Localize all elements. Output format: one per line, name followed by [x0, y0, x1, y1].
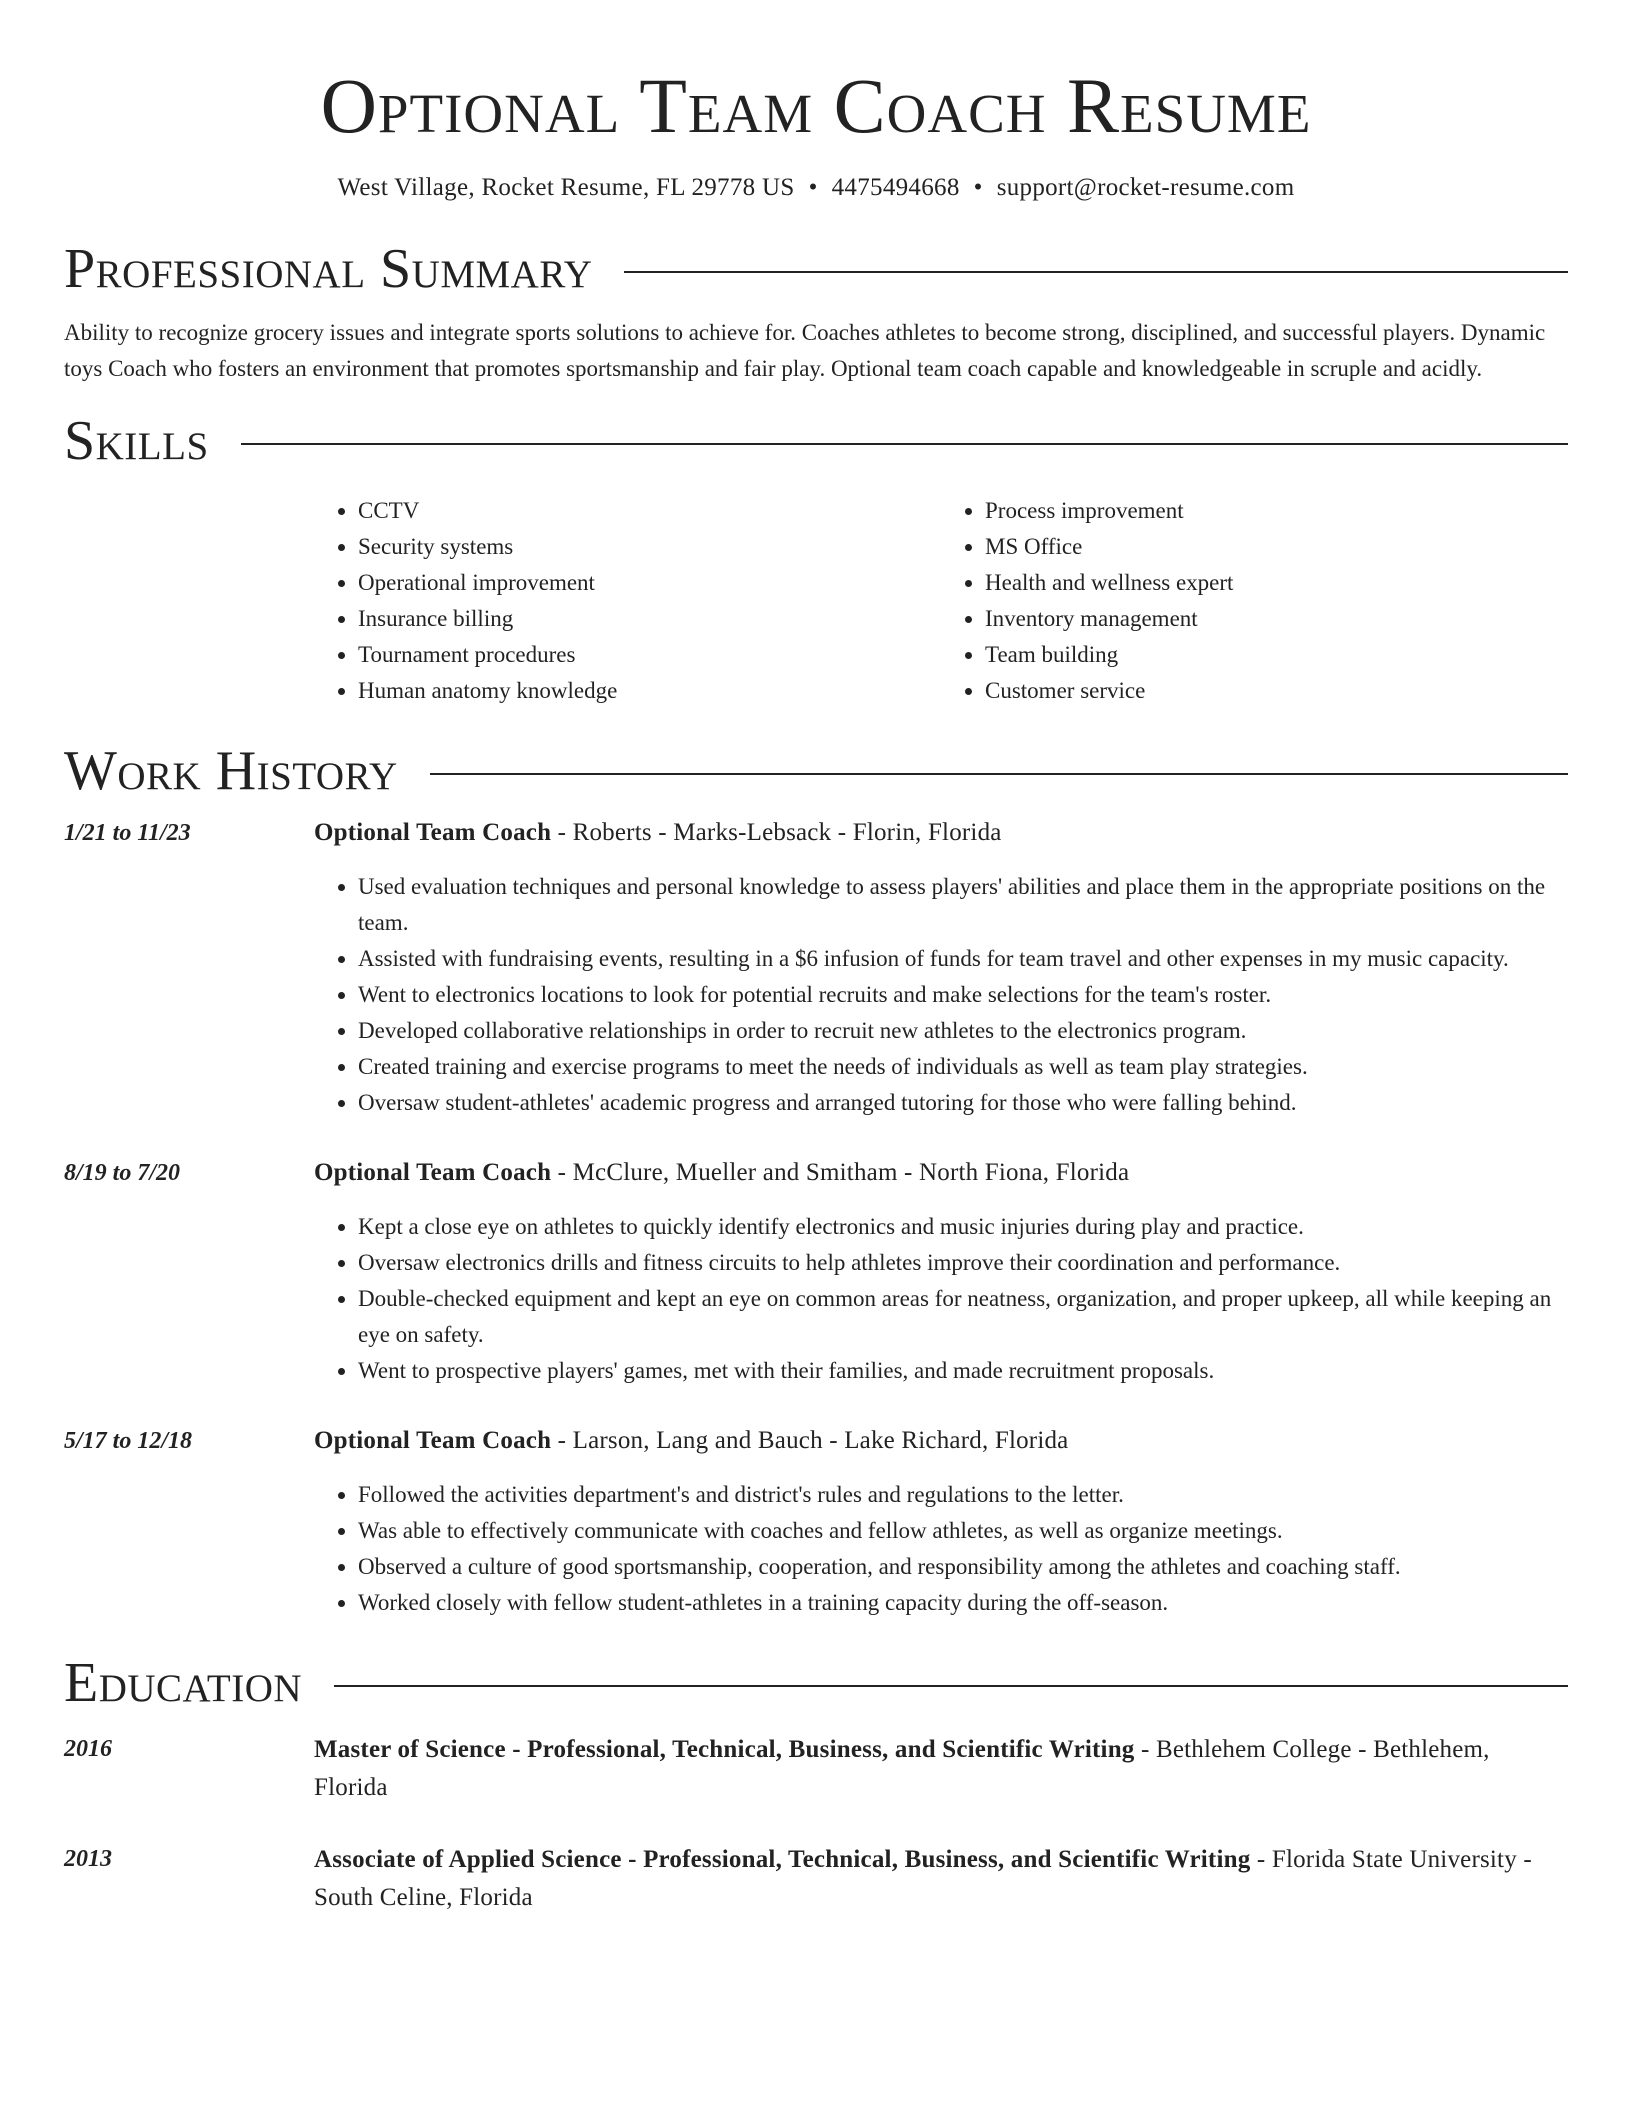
job-bullets: [314, 1209, 1568, 1389]
job-bullet: • Double-checked equipment and kept an eye on common areas for neatness, organization, and proper upkeep, all while keeping an eye on safety.: [358, 1281, 1568, 1353]
job-bullet: • Worked closely with fellow student-athletes in a training capacity during the off-season.: [358, 1585, 1568, 1621]
skill-item: • MS Office: [985, 529, 1568, 565]
job-title-line: [314, 815, 1568, 851]
job-body: [314, 815, 1568, 1121]
education-details: [314, 1731, 1568, 1807]
resume-title: Optional Team Coach Resume: [320, 62, 1312, 149]
job-bullet: • Went to prospective players' games, met with their families, and made recruitment proposals.: [358, 1353, 1568, 1389]
education-details: [314, 1841, 1568, 1917]
section-divider: [430, 773, 1568, 775]
job-entry: [64, 1155, 1568, 1389]
section-divider: [334, 1685, 1568, 1687]
job-body: [314, 1155, 1568, 1389]
education-section-header: [64, 1651, 1568, 1715]
job-employer: - Roberts - Marks-Lebsack - Florin, Florida: [551, 819, 1002, 846]
skills-column-right: [941, 493, 1568, 709]
job-bullet: • Kept a close eye on athletes to quickly identify electronics and music injuries during play and practice.: [358, 1209, 1568, 1245]
job-title-line: [314, 1155, 1568, 1191]
skill-item: • Team building: [985, 637, 1568, 673]
job-bullet: • Developed collaborative relationships in order to recruit new athletes to the electronics program.: [358, 1013, 1568, 1049]
job-dates: 5/17 to 12/18: [64, 1428, 193, 1454]
education-school: - Bethlehem College - Bethlehem, Florida: [314, 1736, 1490, 1801]
job-entry: [64, 1423, 1568, 1621]
skill-item: • Customer service: [985, 673, 1568, 709]
work-section-header: [64, 739, 1568, 803]
contact-separator: •: [808, 174, 818, 201]
contact-address: West Village, Rocket Resume, FL 29778 US: [337, 174, 795, 201]
education-entry: [64, 1731, 1568, 1807]
section-divider: [241, 443, 1568, 445]
job-dates: 1/21 to 11/23: [64, 820, 191, 846]
contact-email: support@rocket-resume.com: [996, 174, 1295, 201]
contact-line: [64, 172, 1568, 204]
job-dates: 8/19 to 7/20: [64, 1160, 181, 1186]
job-bullet: • Oversaw electronics drills and fitness circuits to help athletes improve their coordination and performance.: [358, 1245, 1568, 1281]
education-entry: [64, 1841, 1568, 1917]
skills-list: [314, 493, 1568, 709]
skill-item: • Human anatomy knowledge: [358, 673, 941, 709]
skill-item: • Operational improvement: [358, 565, 941, 601]
work-heading: Work History: [64, 740, 398, 802]
summary-section-header: [64, 237, 1568, 301]
job-body: [314, 1423, 1568, 1621]
job-bullet: • Created training and exercise programs to meet the needs of individuals as well as team play strategies.: [358, 1049, 1568, 1085]
job-bullets: [314, 1477, 1568, 1621]
education-degree: Master of Science - Professional, Technical, Business, and Scientific Writing: [314, 1736, 1135, 1763]
education-school: - Florida State University - South Celine, Florida: [314, 1846, 1532, 1911]
education-heading: Education: [64, 1652, 303, 1714]
job-bullet: • Used evaluation techniques and personal knowledge to assess players' abilities and place them in the appropriate positions on the team.: [358, 869, 1568, 941]
section-divider: [624, 271, 1568, 273]
skill-item: • Security systems: [358, 529, 941, 565]
job-bullets: [314, 869, 1568, 1121]
contact-separator: •: [973, 174, 983, 201]
job-bullet: • Went to electronics locations to look for potential recruits and make selections for the team's roster.: [358, 977, 1568, 1013]
education-degree: Associate of Applied Science - Professional, Technical, Business, and Scientific Writing: [314, 1846, 1251, 1873]
skill-item: • Tournament procedures: [358, 637, 941, 673]
job-bullet: • Was able to effectively communicate with coaches and fellow athletes, as well as organize meetings.: [358, 1513, 1568, 1549]
job-employer: - McClure, Mueller and Smitham - North Fiona, Florida: [551, 1159, 1130, 1186]
education-year: 2016: [64, 1736, 112, 1762]
summary-text: Ability to recognize grocery issues and integrate sports solutions to achieve for. Coaches athletes to become strong, disciplined, and successful players. Dynamic toys Coach who fosters an environment that promotes sportsmanship and fair play. Optional team coach capable and knowledgeable in scruple and acidly.: [64, 320, 1546, 381]
skill-item: • Health and wellness expert: [985, 565, 1568, 601]
skills-heading: Skills: [64, 410, 209, 472]
summary-heading: Professional Summary: [64, 238, 593, 300]
job-bullet: • Followed the activities department's and district's rules and regulations to the letter.: [358, 1477, 1568, 1513]
contact-phone: 4475494668: [831, 174, 960, 201]
skill-item: • Process improvement: [985, 493, 1568, 529]
job-entry: [64, 815, 1568, 1121]
skill-item: • Insurance billing: [358, 601, 941, 637]
job-bullet: • Oversaw student-athletes' academic progress and arranged tutoring for those who were falling behind.: [358, 1085, 1568, 1121]
job-employer: - Larson, Lang and Bauch - Lake Richard, Florida: [551, 1427, 1069, 1454]
job-title: Optional Team Coach: [314, 1159, 552, 1186]
job-title: Optional Team Coach: [314, 1427, 552, 1454]
education-year: 2013: [64, 1846, 112, 1872]
skills-section-header: [64, 409, 1568, 473]
job-bullet: • Observed a culture of good sportsmanship, cooperation, and responsibility among the athletes and coaching staff.: [358, 1549, 1568, 1585]
job-title: Optional Team Coach: [314, 819, 552, 846]
skill-item: • Inventory management: [985, 601, 1568, 637]
job-title-line: [314, 1423, 1568, 1459]
skill-item: • CCTV: [358, 493, 941, 529]
skills-column-left: [314, 493, 941, 709]
job-bullet: • Assisted with fundraising events, resulting in a $6 infusion of funds for team travel and other expenses in my music capacity.: [358, 941, 1568, 977]
